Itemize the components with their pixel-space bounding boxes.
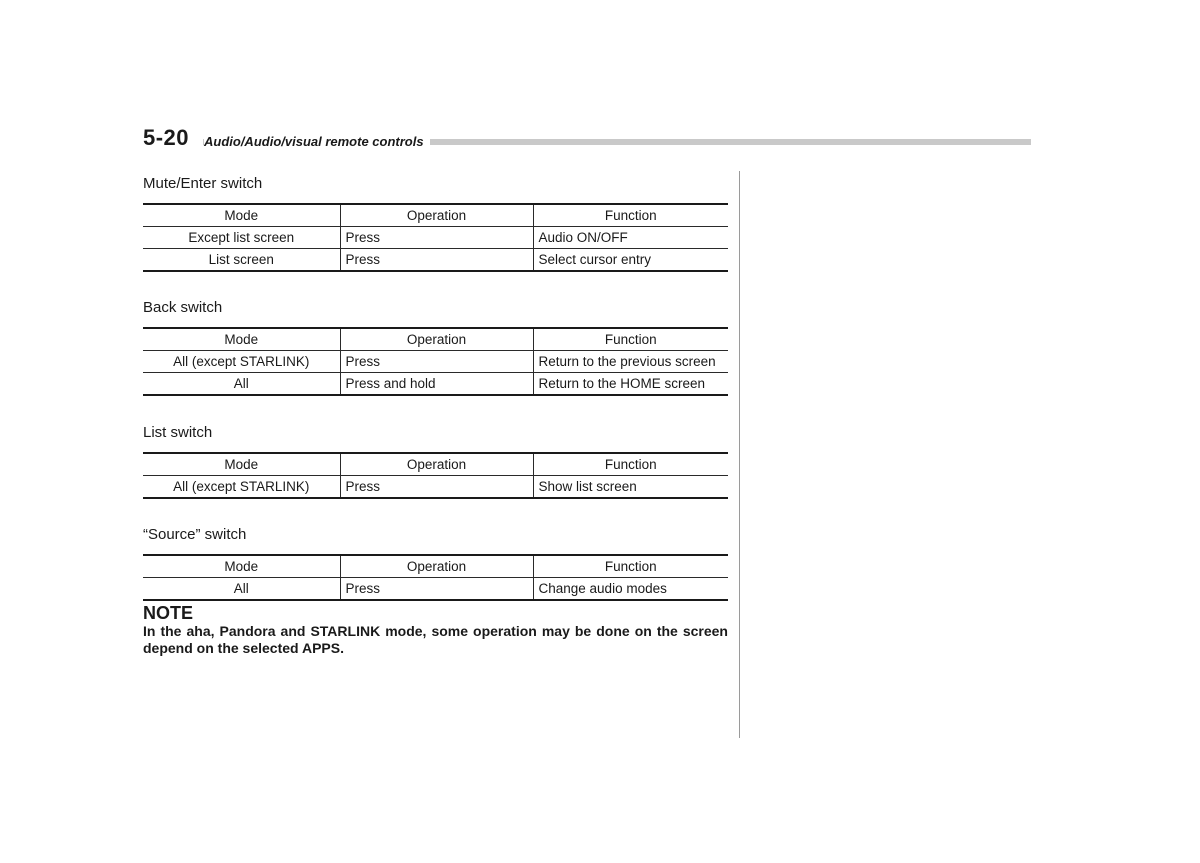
header-mode: Mode: [143, 328, 340, 351]
operation-cell: Press: [340, 249, 533, 272]
section-heading: Mute/Enter switch: [143, 175, 263, 192]
mute-enter-switch-table: [143, 203, 728, 272]
table-header-row: [143, 555, 728, 578]
header-operation: Operation: [340, 328, 533, 351]
header-mode: Mode: [143, 204, 340, 227]
header-operation: Operation: [340, 453, 533, 476]
operation-cell: Press: [340, 227, 533, 249]
note-block: [143, 603, 728, 657]
source-switch-section: [143, 526, 728, 596]
function-cell: Return to the HOME screen: [533, 373, 728, 396]
table-header-row: [143, 328, 728, 351]
table-row: [143, 351, 728, 373]
back-switch-section: [143, 299, 728, 391]
header-function: Function: [533, 453, 728, 476]
section-heading: Back switch: [143, 299, 223, 316]
mode-cell: All: [143, 578, 340, 601]
mode-cell: All: [143, 373, 340, 396]
operation-cell: Press: [340, 351, 533, 373]
table-row: [143, 373, 728, 396]
table-row: [143, 578, 728, 601]
table-row: [143, 227, 728, 249]
header-function: Function: [533, 328, 728, 351]
page-number: 5-20: [143, 124, 193, 152]
note-heading: NOTE: [143, 603, 194, 623]
back-switch-table: [143, 327, 728, 396]
table-row: [143, 476, 728, 499]
header-operation: Operation: [340, 204, 533, 227]
function-cell: Select cursor entry: [533, 249, 728, 272]
header-function: Function: [533, 204, 728, 227]
function-cell: Audio ON/OFF: [533, 227, 728, 249]
operation-cell: Press and hold: [340, 373, 533, 396]
note-text: In the aha, Pandora and STARLINK mode, some operation may be done on the screen depend on the selected APPS.: [143, 623, 728, 656]
function-cell: Show list screen: [533, 476, 728, 499]
function-cell: Change audio modes: [533, 578, 728, 601]
list-switch-section: [143, 424, 728, 494]
table-header-row: [143, 204, 728, 227]
section-title: Audio/Audio/visual remote controls: [204, 133, 430, 151]
mode-cell: All (except STARLINK): [143, 476, 340, 499]
function-cell: Return to the previous screen: [533, 351, 728, 373]
header-mode: Mode: [143, 555, 340, 578]
operation-cell: Press: [340, 476, 533, 499]
table-row: [143, 249, 728, 272]
table-header-row: [143, 453, 728, 476]
header-mode: Mode: [143, 453, 340, 476]
mode-cell: Except list screen: [143, 227, 340, 249]
column-divider: [739, 171, 740, 738]
header-function: Function: [533, 555, 728, 578]
section-heading: “Source” switch: [143, 526, 247, 543]
mute-enter-switch-section: [143, 175, 728, 267]
header-operation: Operation: [340, 555, 533, 578]
list-switch-table: [143, 452, 728, 499]
section-heading: List switch: [143, 424, 213, 441]
operation-cell: Press: [340, 578, 533, 601]
mode-cell: List screen: [143, 249, 340, 272]
mode-cell: All (except STARLINK): [143, 351, 340, 373]
source-switch-table: [143, 554, 728, 601]
page-header: [143, 124, 1033, 154]
